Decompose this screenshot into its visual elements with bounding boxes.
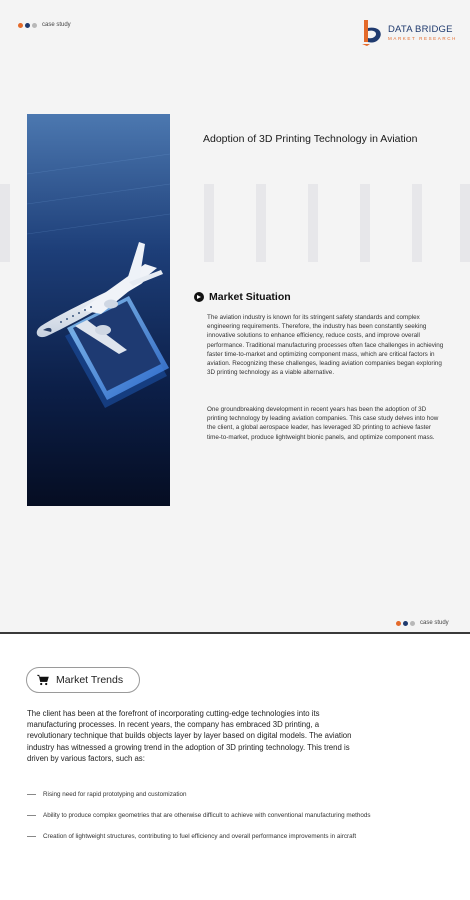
tag-dot-gray — [410, 621, 415, 626]
decor-stripe — [204, 184, 214, 262]
decor-stripe — [256, 184, 266, 262]
list-item — [27, 784, 457, 805]
company-logo — [362, 20, 457, 46]
case-study-label: case study — [420, 620, 449, 626]
logo-subtitle: MARKET RESEARCH — [388, 35, 457, 41]
arrow-circle-icon — [194, 292, 204, 302]
market-trends-pill — [26, 667, 140, 693]
logo-name: DATA BRIDGE — [388, 24, 453, 35]
decor-stripe — [460, 184, 470, 262]
list-item-text: Ability to produce complex geometries that are otherwise difficult to achieve with conventional manufacturing methods — [43, 812, 371, 819]
dash-bullet-icon — [27, 794, 36, 795]
dash-bullet-icon — [27, 836, 36, 837]
situation-paragraph-2: One groundbreaking development in recent years has been the adoption of 3D printing technology by leading aviation companies. This case study delves into how the client, a global aerospace leader, has leveraged 3D printing to achieve faster time-to-market, produce lightweight bionic panels, and optimize component mass. — [207, 406, 439, 441]
tag-dot-navy — [403, 621, 408, 626]
case-study-tag-footer — [396, 620, 449, 626]
dash-bullet-icon — [27, 815, 36, 816]
cart-icon — [37, 674, 49, 686]
list-item — [27, 805, 457, 826]
airplane-illustration — [27, 114, 170, 506]
list-item-text: Rising need for rapid prototyping and customization — [43, 791, 187, 798]
trend-factors-list — [27, 784, 457, 847]
decor-stripe — [360, 184, 370, 262]
decor-stripe — [412, 184, 422, 262]
case-study-label: case study — [42, 22, 71, 28]
market-situation-heading — [194, 291, 291, 303]
page-title: Adoption of 3D Printing Technology in Aviation — [203, 133, 418, 145]
list-item-text: Creation of lightweight structures, contributing to fuel efficiency and overall performance improvements in aircraft — [43, 833, 357, 840]
decor-stripe — [0, 184, 10, 262]
case-study-tag — [18, 22, 71, 28]
hero-image — [27, 114, 170, 506]
tag-dot-orange — [18, 23, 23, 28]
market-trends-label: Market Trends — [56, 674, 124, 686]
list-item — [27, 826, 457, 847]
tag-dot-navy — [25, 23, 30, 28]
trends-body-text: The client has been at the forefront of incorporating cutting-edge technologies into its manufacturing processes. In recent years, the company has embraced 3D printing, a revolutionary technique that builds objects layer by layer based on digital models. The aviation industry has witnessed a growing trend in the adoption of 3D printing technology. This trend is driven by various factors, such as: — [27, 709, 352, 763]
section-title: Market Situation — [209, 291, 291, 303]
tag-dot-orange — [396, 621, 401, 626]
situation-paragraph-1: The aviation industry is known for its stringent safety standards and complex engineering requirements. Therefore, the industry has been constantly seeking innovative solutions to enhance efficiency, reduce costs, and improve overall performance. Traditional manufacturing processes often face challenges in achieving faster time-to-market and optimizing component mass, which are critical factors in aviation. Recognizing these challenges, leading aviation companies began exploring 3D printing technology as a viable alternative. — [207, 314, 444, 377]
logo-mark-icon — [362, 20, 384, 46]
tag-dot-gray — [32, 23, 37, 28]
decor-stripe — [308, 184, 318, 262]
page-divider — [0, 632, 470, 634]
